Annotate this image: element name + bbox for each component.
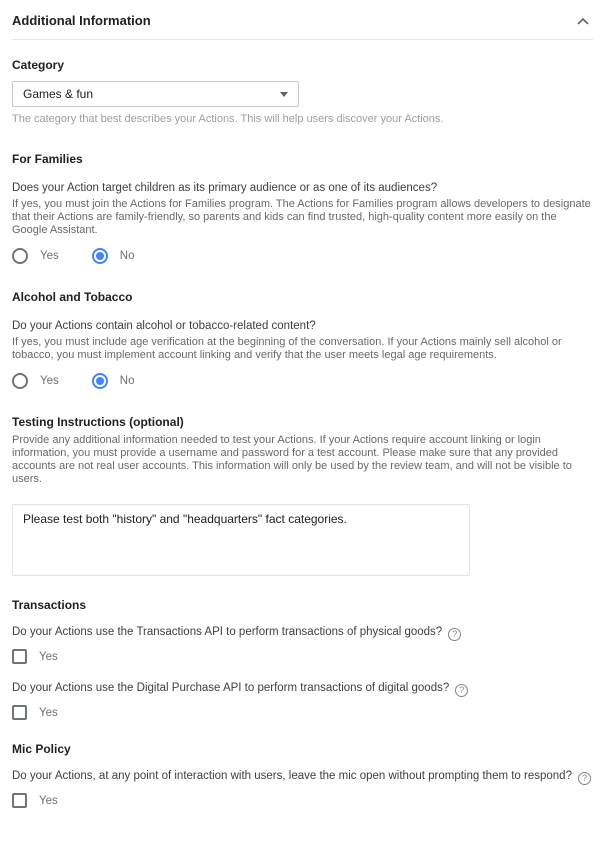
question-text: Do your Actions use the Transactions API to perform transactions of physical goods? xyxy=(12,626,443,638)
radio-icon xyxy=(92,373,108,389)
question-text: Do your Actions use the Digital Purchase API to perform transactions of digital goods? xyxy=(12,682,450,694)
category-select[interactable] xyxy=(12,81,299,107)
for-families-question: Does your Action target children as its primary audience or as one of its audiences? xyxy=(12,182,438,194)
radio-icon xyxy=(12,248,28,264)
testing-instructions-title: Testing Instructions (optional) xyxy=(12,415,184,429)
for-families-yes-option[interactable] xyxy=(12,248,59,264)
transactions-digital-yes-checkbox[interactable] xyxy=(12,705,593,720)
radio-icon xyxy=(12,373,28,389)
radio-label: Yes xyxy=(40,375,59,387)
alcohol-tobacco-yes-option[interactable] xyxy=(12,373,59,389)
checkbox-label: Yes xyxy=(39,794,58,807)
radio-label: No xyxy=(119,375,135,387)
radio-label: Yes xyxy=(40,250,59,262)
mic-policy-section xyxy=(12,742,593,808)
for-families-description: If yes, you must join the Actions for Families program. The Actions for Families program allows developers to designate that their Actions are family-friendly, so parents and kids can find trusted, high-quality content more easily on the Google Assistant. xyxy=(12,198,591,236)
collapse-section-button[interactable] xyxy=(573,15,593,27)
mic-policy-title: Mic Policy xyxy=(12,742,71,756)
alcohol-tobacco-radio-group xyxy=(12,373,593,389)
transactions-title: Transactions xyxy=(12,598,87,612)
mic-policy-yes-checkbox[interactable] xyxy=(12,793,593,808)
transactions-section xyxy=(12,598,593,720)
alcohol-tobacco-no-option[interactable] xyxy=(92,373,135,389)
checkbox-label: Yes xyxy=(39,706,58,719)
mic-policy-question xyxy=(12,769,593,785)
radio-label: No xyxy=(119,250,135,262)
checkbox-label: Yes xyxy=(39,650,58,663)
help-icon[interactable]: ? xyxy=(455,684,468,697)
dropdown-caret-icon xyxy=(280,92,288,97)
alcohol-tobacco-section xyxy=(12,290,593,389)
alcohol-tobacco-title: Alcohol and Tobacco xyxy=(12,290,133,304)
help-icon[interactable]: ? xyxy=(448,628,461,641)
alcohol-tobacco-description: If yes, you must include age verification at the beginning of the conversation. If your Actions mainly sell alcohol or tobacco, you must implement account linking and verify that the user meets legal age requirements. xyxy=(12,336,562,361)
transactions-physical-question xyxy=(12,625,593,641)
page-title: Additional Information xyxy=(12,13,151,28)
chevron-up-icon xyxy=(577,17,589,25)
category-section xyxy=(12,58,593,126)
panel-header xyxy=(12,0,593,40)
checkbox-icon xyxy=(12,793,27,808)
category-helper-text: The category that best describes your Actions. This will help users discover your Actions. xyxy=(12,113,444,125)
testing-instructions-description: Provide any additional information needed to test your Actions. If your Actions require account linking or login information, you must provide a username and password for a test account. Please make sure that any provided accounts are not real user accounts. This information will only be used by the review team, and will not be visible to users. xyxy=(12,434,572,485)
alcohol-tobacco-question: Do your Actions contain alcohol or tobacco-related content? xyxy=(12,320,316,332)
help-icon[interactable]: ? xyxy=(578,772,591,785)
testing-instructions-section xyxy=(12,415,593,576)
transactions-physical-yes-checkbox[interactable] xyxy=(12,649,593,664)
for-families-section xyxy=(12,152,593,264)
category-selected-value: Games & fun xyxy=(23,87,94,101)
checkbox-icon xyxy=(12,705,27,720)
for-families-title: For Families xyxy=(12,152,83,166)
question-text: Do your Actions, at any point of interaction with users, leave the mic open without prompting them to respond? xyxy=(12,770,572,782)
for-families-no-option[interactable] xyxy=(92,248,135,264)
category-label: Category xyxy=(12,58,65,72)
for-families-radio-group xyxy=(12,248,593,264)
checkbox-icon xyxy=(12,649,27,664)
testing-instructions-input[interactable] xyxy=(12,504,470,576)
radio-icon xyxy=(92,248,108,264)
transactions-digital-question xyxy=(12,681,593,697)
